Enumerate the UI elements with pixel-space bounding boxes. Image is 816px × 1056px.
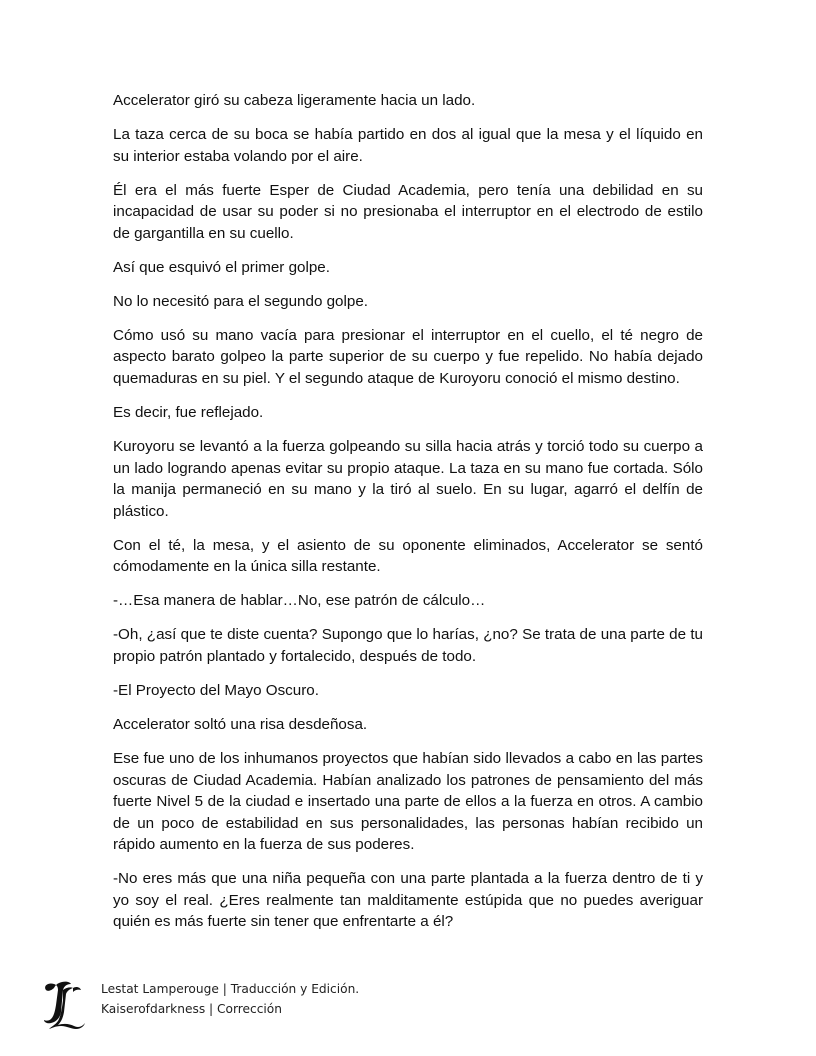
paragraph: Kuroyoru se levantó a la fuerza golpeando su silla hacia atrás y torció todo su cuerpo a un lado logrando apenas evitar su propio ataque. La taza en su mano fue cortada. Sólo la manija permaneció en su mano y la tiró al suelo. En su lugar, agarró el delfín de plástico. bbox=[113, 438, 703, 520]
document-body bbox=[113, 90, 703, 945]
paragraph: Accelerator giró su cabeza ligeramente hacia un lado. bbox=[113, 92, 476, 109]
paragraph: -El Proyecto del Mayo Oscuro. bbox=[113, 682, 319, 700]
credit-line-translation: Lestat Lamperouge | Traducción y Edición. bbox=[101, 982, 360, 996]
paragraph: -No eres más que una niña pequeña con una parte plantada a la fuerza dentro de ti y yo soy el real. ¿Eres realmente tan malditamente estúpida que no puedes averiguar quién es más fuerte sin tener que enfrentarte a él? bbox=[113, 870, 703, 931]
paragraph: No lo necesitó para el segundo golpe. bbox=[113, 292, 368, 310]
paragraph: La taza cerca de su boca se había partido en dos al igual que la mesa y el líquido en su interior estaba volando por el aire. bbox=[113, 126, 703, 165]
paragraph: Él era el más fuerte Esper de Ciudad Academia, pero tenía una debilidad en su incapacidad de usar su poder si no presionaba el interruptor en el electrodo de estilo de gargantilla en su cuello. bbox=[113, 181, 703, 242]
paragraph: -…Esa manera de hablar…No, ese patrón de cálculo… bbox=[113, 592, 486, 610]
paragraph: Así que esquivó el primer golpe. bbox=[113, 258, 330, 276]
paragraph: Accelerator soltó una risa desdeñosa. bbox=[113, 716, 368, 734]
paragraph: Ese fue uno de los inhumanos proyectos que habían sido llevados a cabo en las partes oscuras de Ciudad Academia. Habían analizado los patrones de pensamiento del más fuerte Nivel 5 de la ciudad e insertado una parte de ellos a la fuerza en otros. A cambio de un poco de estabilidad en sus personalidades, las personas habían recibido un rápido aumento en la fuerza de sus poderes. bbox=[113, 750, 703, 854]
paragraph: Con el té, la mesa, y el asiento de su oponente eliminados, Accelerator se sentó cómodamente en la única silla restante. bbox=[113, 536, 703, 576]
credits bbox=[101, 979, 359, 1019]
paragraph: Es decir, fue reflejado. bbox=[113, 404, 264, 422]
page-footer bbox=[40, 978, 440, 1032]
gothic-l-logo-icon bbox=[40, 978, 88, 1030]
credit-line-correction: Kaiserofdarkness | Corrección bbox=[101, 1002, 282, 1016]
paragraph: Cómo usó su mano vacía para presionar el interruptor en el cuello, el té negro de aspecto barato golpeo la parte superior de su cuerpo y fue repelido. No había dejado quemaduras en su piel. Y el segundo ataque de Kuroyoru conoció el mismo destino. bbox=[113, 326, 703, 387]
paragraph: -Oh, ¿así que te diste cuenta? Supongo que lo harías, ¿no? Se trata de una parte de tu propio patrón plantado y fortalecido, después de todo. bbox=[113, 626, 703, 665]
